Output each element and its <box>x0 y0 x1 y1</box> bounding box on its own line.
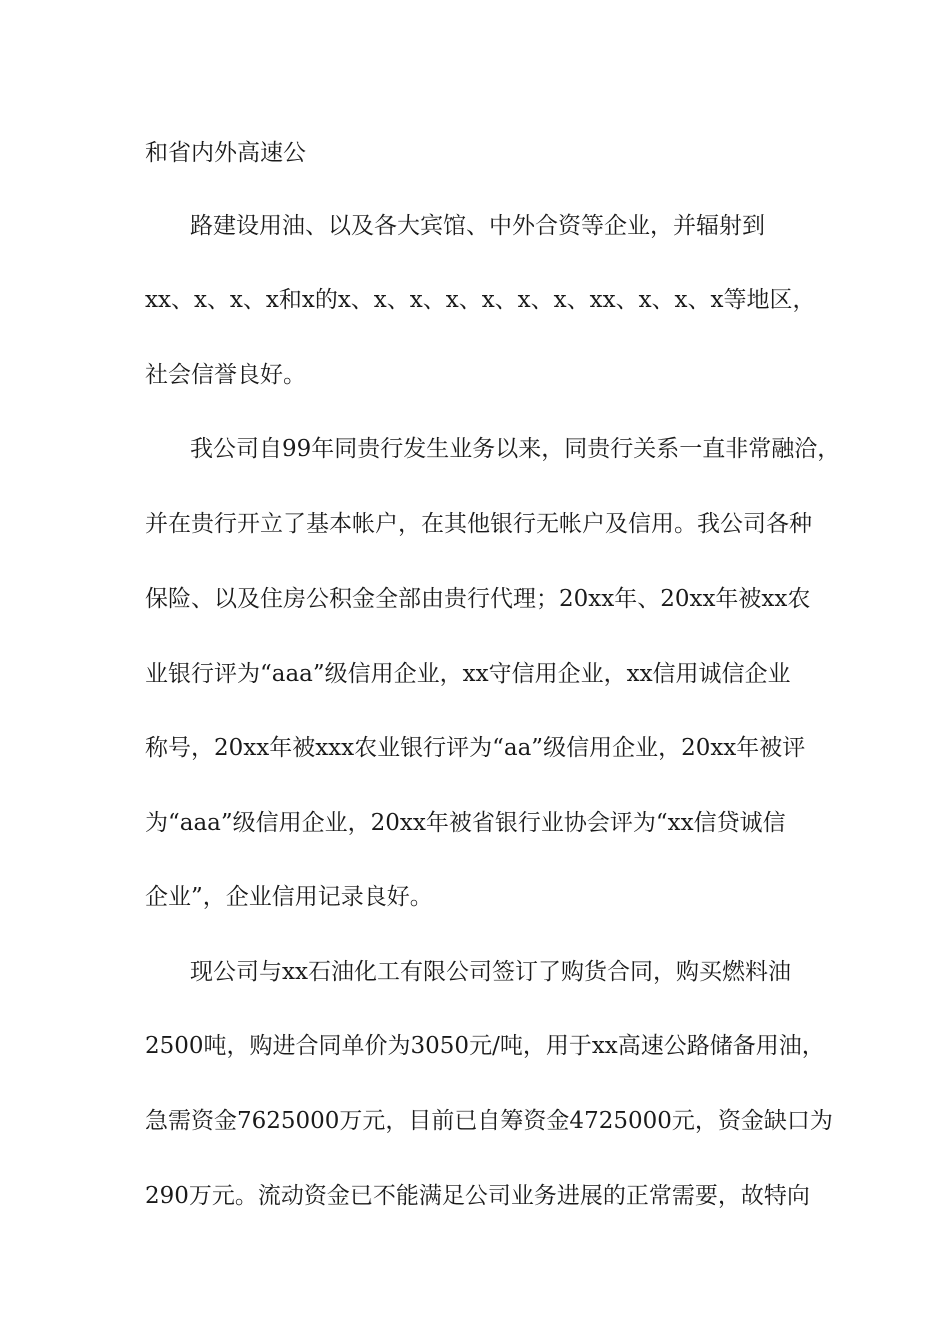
text-line-13: 2500吨，购进合同单价为3050元/吨，用于xx高速公路储备用油， <box>145 1033 825 1059</box>
text-line-10: 为“aaa”级信用企业，20xx年被省银行业协会评为“xx信贷诚信 <box>145 810 786 836</box>
text-line-14: 急需资金7625000万元，目前已自筹资金4725000元，资金缺口为 <box>145 1108 833 1134</box>
text-line-12: 现公司与xx石油化工有限公司签订了购货合同，购买燃料油 <box>190 959 791 985</box>
text-line-4: 社会信誉良好。 <box>145 362 306 388</box>
text-line-8: 业银行评为“aaa”级信用企业，xx守信用企业，xx信用诚信企业 <box>145 661 791 687</box>
text-line-9: 称号，20xx年被xxx农业银行评为“aa”级信用企业，20xx年被评 <box>145 735 806 761</box>
text-line-5: 我公司自99年同贵行发生业务以来，同贵行关系一直非常融洽， <box>190 436 841 462</box>
text-line-6: 并在贵行开立了基本帐户，在其他银行无帐户及信用。我公司各种 <box>145 511 812 537</box>
text-line-1: 和省内外高速公 <box>145 140 306 166</box>
text-line-7: 保险、以及住房公积金全部由贵行代理；20xx年、20xx年被xx农 <box>145 586 811 612</box>
text-line-3: xx、x、x、x和x的x、x、x、x、x、x、x、xx、x、x、x等地区， <box>145 287 816 313</box>
text-line-15: 290万元。流动资金已不能满足公司业务进展的正常需要，故特向 <box>145 1183 810 1209</box>
text-line-11: 企业”，企业信用记录良好。 <box>145 884 433 910</box>
text-line-2: 路建设用油、以及各大宾馆、中外合资等企业，并辐射到 <box>190 213 765 239</box>
